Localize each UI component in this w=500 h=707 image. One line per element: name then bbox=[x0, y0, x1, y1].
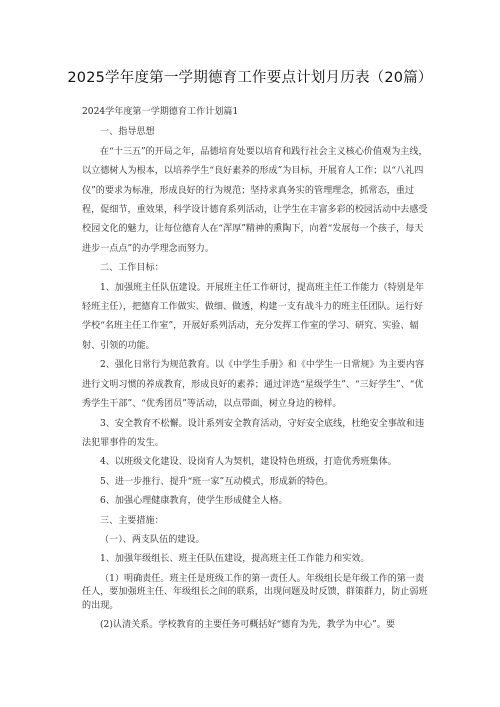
goal-item-4: 4、以班级文化建设、设岗育人为契机，建设特色班级，打造优秀班集体。 bbox=[100, 457, 397, 468]
goal-item-5: 5、进一步推行、提升“班一家”互动模式，形成新的特色。 bbox=[100, 476, 334, 487]
goal-item-2: 2、强化日常行为规范教育。以《中学生手册》和《中学生一日常规》为主要内容进行文明习惯的养成教育，形成良好的素养；通过评选“星级学生”、“三好学生”、“优秀学生干部”、“优秀团员”等活动，以点带面，树立身边的榜样。 bbox=[82, 360, 425, 410]
subheading-two-teams: （一）、两支队伍的建设。 bbox=[100, 534, 205, 545]
measure-sub-item-2: (2)认清关系。学校教育的主要任务可概括好“德育为先，教学为中心”。要 bbox=[100, 620, 395, 631]
paragraph-guiding-ideology: 在“十三五”的开局之年，品德培育处要以培育和践行社会主义核心价值观为主线，以立德树人为根本，以培养学生“良好素养的形成”为目标，开展育人工作；以“八礼四仪”的要求为标准，形成良好的行为规范；坚持求真务实的管理理念，抓常态，重过程，促细节，重效果，科学设计德育系列活动，让学生在丰富多彩的校园活动中去感受校园文化的魅力，让每位德育人在“浑厚”精神的熏陶下，向着“发展每一个孩子，每天进步一点点”的办学理念而努力。 bbox=[82, 146, 428, 254]
measure-sub-item-1: （1）明确责任。班主任是班级工作的第一责任人。年级组长是年级工作的第一责任人，要加强班主任、年级组长之间的联系，出现问题及时反馈，群策群力，防止弱班的出现。 bbox=[82, 573, 428, 611]
goal-item-6: 6、加强心理健康教育，使学生形成健全人格。 bbox=[100, 496, 288, 507]
heading-guiding-ideology: 一、指导思想 bbox=[100, 127, 155, 138]
document-body bbox=[82, 103, 428, 636]
goal-item-1: 1、加强班主任队伍建设。开展班主任工作研讨，提高班主任工作能力（特别是年轻班主任），把德育工作做实、做细、做透，构建一支有战斗力的班主任团队。运行好学校“名班主任工作室”，开展好系列活动，充分发挥工作室的学习、研究、实验、辐射、引领的功能。 bbox=[82, 282, 425, 351]
document-title: 2025学年度第一学期德育工作要点计划月历表（20篇） bbox=[67, 70, 433, 86]
heading-main-measures: 三、主要措施： bbox=[100, 515, 164, 526]
goal-item-3: 3、安全教育不松懈。设计系列安全教育活动，守好安全底线，杜绝安全事故和违法犯罪事件的发生。 bbox=[82, 418, 425, 448]
section-subtitle: 2024学年度第一学期德育工作计划篇1 bbox=[82, 107, 239, 117]
heading-work-goals: 二、工作目标： bbox=[100, 263, 164, 274]
measure-item-1: 1、加强年级组长、班主任队伍建设，提高班主任工作能力和实效。 bbox=[100, 554, 370, 565]
